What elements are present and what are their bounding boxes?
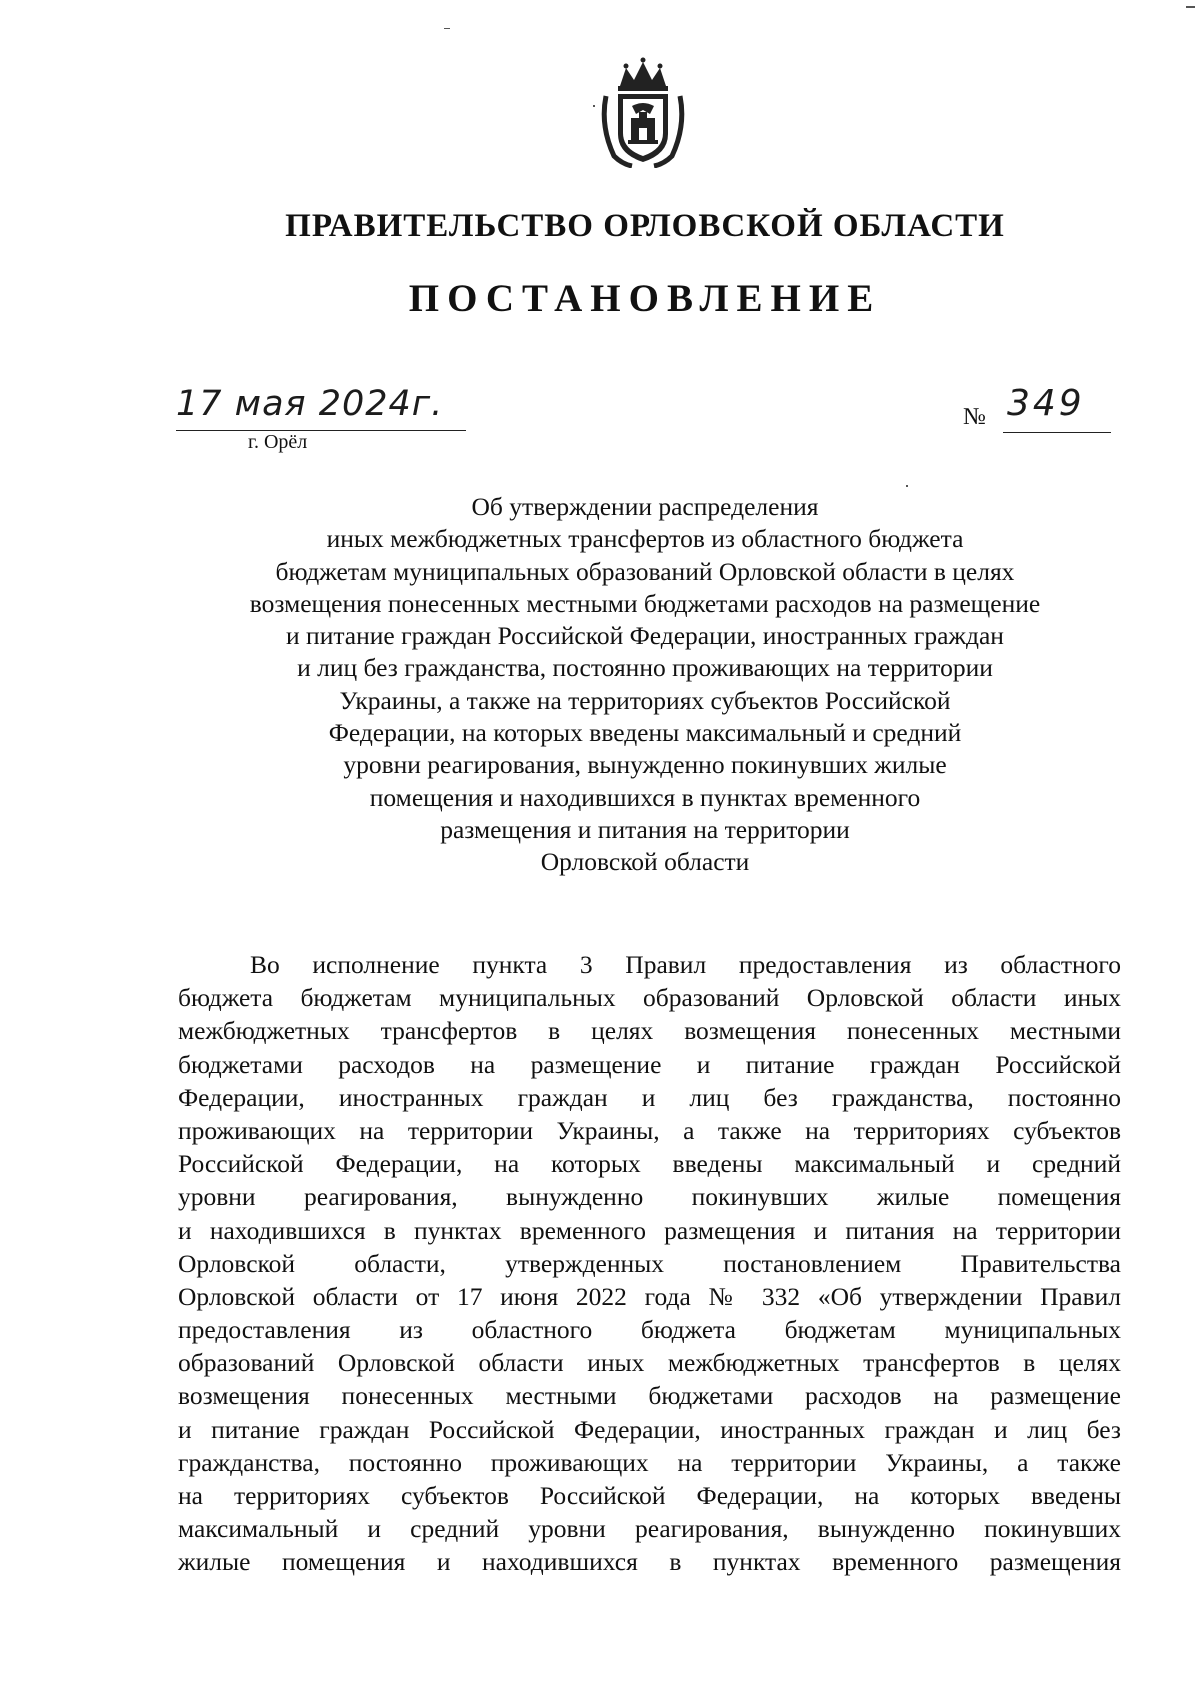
date-underline (176, 430, 466, 431)
body-line: Орловской области от 17 июня 2022 года № 332 «Об утверждении Правил (178, 1281, 1121, 1311)
coat-of-arms-icon (598, 56, 688, 168)
body-line: Орловской области, утвержденных постановлением Правительства (178, 1248, 1121, 1278)
government-name: ПРАВИТЕЛЬСТВО ОРЛОВСКОЙ ОБЛАСТИ (285, 208, 1005, 244)
body-line: межбюджетных трансфертов в целях возмещения понесенных местными (178, 1016, 1121, 1046)
subject-line: возмещения понесенных местными бюджетами расходов на размещение (249, 588, 1041, 618)
body-line: гражданства, постоянно проживающих на территории Украины, а также (178, 1447, 1121, 1477)
scan-speck (906, 485, 908, 487)
subject-line: и лиц без гражданства, постоянно проживающих на территории (297, 653, 993, 683)
number-underline (1003, 432, 1111, 433)
body-line: проживающих на территории Украины, а также на территориях субъектов (178, 1115, 1121, 1145)
document-type: ПОСТАНОВЛЕНИЕ (408, 277, 882, 320)
body-line: бюджета бюджетам муниципальных образований Орловской области иных (178, 983, 1121, 1013)
subject-line: Об утверждении распределения (471, 492, 819, 521)
body-line: жилые помещения и находившихся в пунктах временного размещения (178, 1547, 1121, 1577)
body-line: возмещения понесенных местными бюджетами расходов на размещение (178, 1381, 1121, 1411)
body-line: и питание граждан Российской Федерации, иностранных граждан и лиц без (178, 1414, 1121, 1444)
subject-line: уровни реагирования, вынужденно покинувших жилые (343, 750, 947, 780)
scan-speck (1186, 6, 1195, 8)
subject-line: Федерации, на которых введены максимальный и средний (328, 718, 962, 748)
body-line: Во исполнение пункта 3 Правил предоставления из областного (250, 950, 1121, 979)
body-line: и находившихся в пунктах временного размещения и питания на территории (178, 1215, 1121, 1245)
city-label: г. Орёл (248, 431, 308, 453)
number-sign: № (963, 404, 986, 430)
body-line: предоставления из областного бюджета бюджетам муниципальных (178, 1315, 1121, 1345)
body-line: на территориях субъектов Российской Федерации, на которых введены (178, 1481, 1121, 1510)
subject-line: Украины, а также на территориях субъектов Российской (339, 685, 951, 715)
subject-line: Орловской области (540, 847, 750, 877)
body-paragraph (178, 948, 1121, 1579)
body-line: Российской Федерации, на которых введены максимальный и средний (178, 1149, 1121, 1179)
subject-line: иных межбюджетных трансфертов из областного бюджета (326, 524, 964, 554)
handwritten-number: 349 (1007, 383, 1085, 424)
date-block (176, 384, 466, 453)
scan-speck (593, 105, 595, 107)
body-line: образований Орловской области иных межбюджетных трансфертов в целях (178, 1348, 1121, 1378)
body-line: бюджетами расходов на размещение и питание граждан Российской (178, 1049, 1121, 1079)
subject-line: помещения и находившихся в пунктах временного (369, 782, 921, 812)
subject-line: и питание граждан Российской Федерации, иностранных граждан (286, 621, 1004, 651)
body-line: уровни реагирования, вынужденно покинувших жилые помещения (178, 1182, 1121, 1212)
body-line: максимальный и средний уровни реагирования, вынужденно покинувших (178, 1514, 1121, 1544)
handwritten-date: 17 мая 2024г. (176, 384, 444, 424)
body-line: Федерации, иностранных граждан и лиц без гражданства, постоянно (178, 1082, 1121, 1112)
subject-line: бюджетам муниципальных образований Орловской области в целях (275, 556, 1015, 586)
document-subject (200, 491, 1090, 879)
scan-speck (444, 28, 450, 29)
subject-line: размещения и питания на территории (440, 814, 850, 844)
